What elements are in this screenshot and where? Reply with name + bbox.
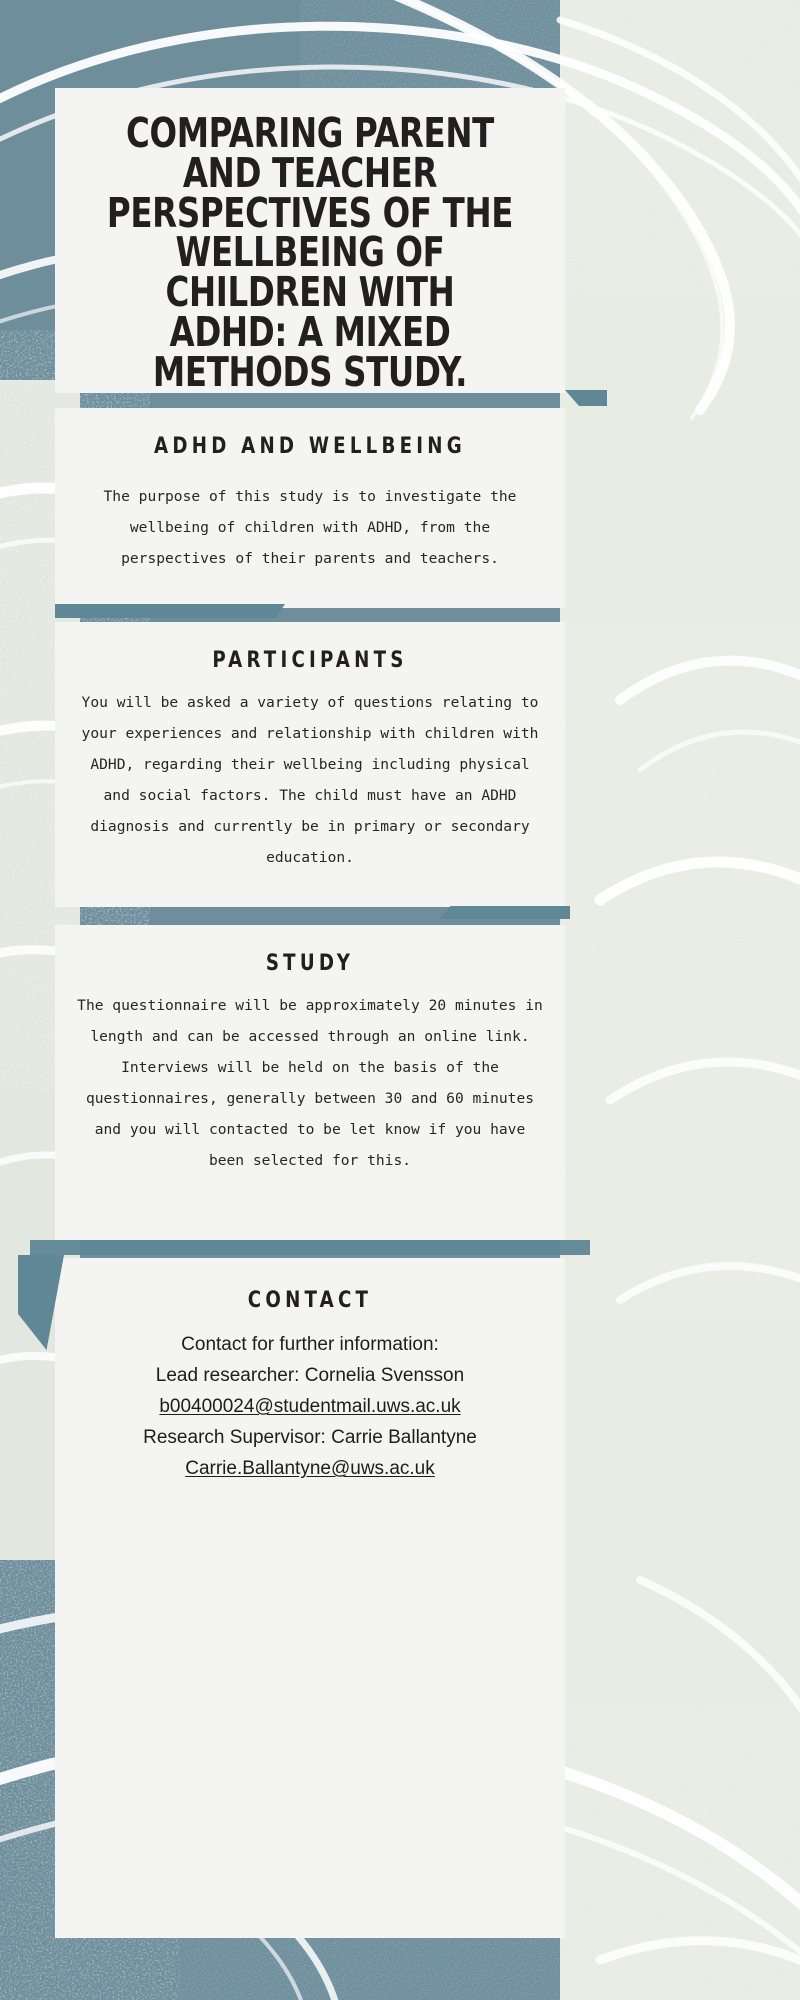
section-body: The purpose of this study is to investigate the wellbeing of children with ADHD, from the perspectives of their parents and teachers. (103, 488, 517, 567)
decor-notch-participants-right (440, 906, 570, 919)
section-body: You will be asked a variety of questions relating to your experiences and relationship with children with ADHD, regarding their wellbeing including physical and social factors. The child must have an ADHD diagnosis and currently be in primary or secondary education. (81, 694, 539, 866)
section-card-contact (55, 1258, 565, 1938)
section-card-adhd-and-wellbeing (55, 408, 565, 608)
section-card-participants (55, 622, 565, 907)
lead-researcher-label: Lead researcher: Cornelia Svensson (155, 1365, 465, 1386)
title-card (55, 88, 565, 396)
research-supervisor-label: Research Supervisor: Carrie Ballantyne (143, 1427, 477, 1448)
section-heading: STUDY (265, 951, 355, 976)
research-supervisor-email-link[interactable]: Carrie.Ballantyne@uws.ac.uk (185, 1458, 435, 1479)
section-heading: PARTICIPANTS (212, 648, 408, 673)
decor-notch-contact-bar (30, 1240, 590, 1255)
section-heading: CONTACT (247, 1288, 373, 1313)
section-heading: ADHD AND WELLBEING (154, 434, 466, 459)
contact-details-list (77, 1329, 543, 1484)
section-card-study (55, 925, 565, 1240)
section-body: The questionnaire will be approximately 20 minutes in length and can be accessed through an online link. Interviews will be held on the basis of the questionnaires, generally between 30 and 60 minutes and you will contacted to be let know if you have been selected for this. (77, 997, 543, 1169)
contact-info-label: Contact for further information: (181, 1334, 439, 1355)
lead-researcher-email-link[interactable]: b00400024@studentmail.uws.ac.uk (159, 1396, 461, 1417)
decor-notch-wellbeing-left (55, 604, 285, 618)
page-title: COMPARING PARENT AND TEACHER PERSPECTIVES OF THE WELLBEING OF CHILDREN WITH ADHD: A MIXED METHODS STUDY. (106, 109, 514, 396)
